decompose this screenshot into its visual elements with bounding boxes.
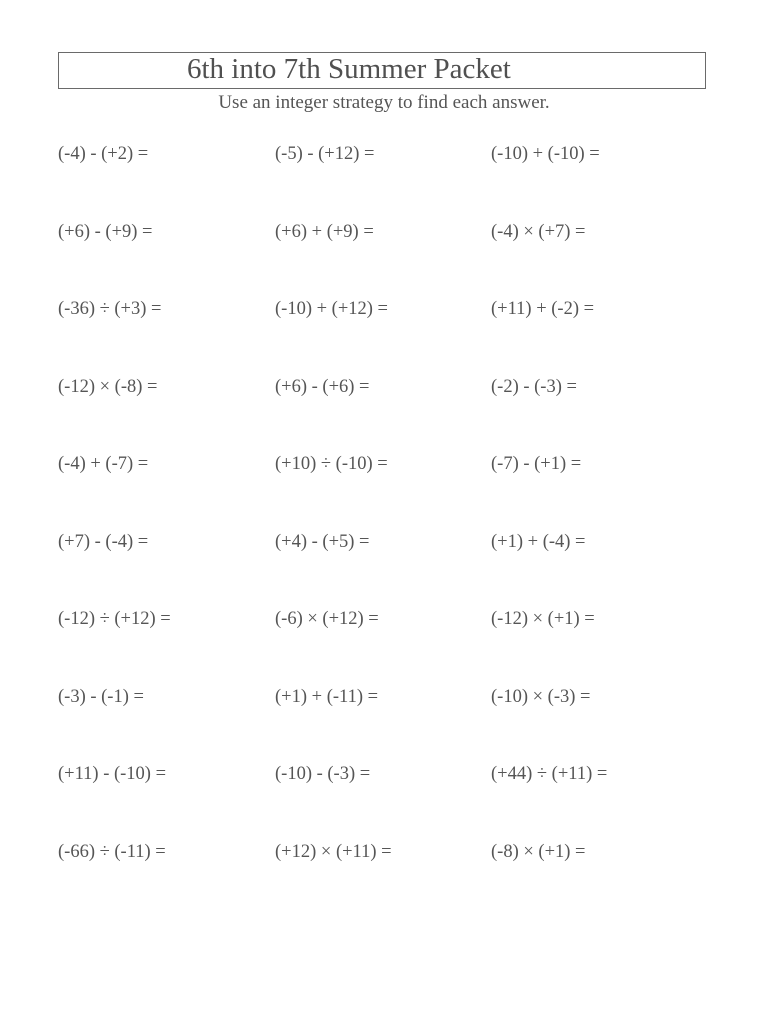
problem-4-2: (+6) - (+6) = [275,376,370,397]
problem-2-1: (+6) - (+9) = [58,221,153,242]
problem-grid [58,143,718,918]
problem-2-2: (+6) + (+9) = [275,221,374,242]
problem-4-3: (-2) - (-3) = [491,376,577,397]
problem-1-1: (-4) - (+2) = [58,144,149,164]
problem-10-1: (-66) ÷ (-11) = [58,841,166,862]
problem-3-2: (-10) + (+12) = [275,299,388,319]
problem-9-3: (+44) ÷ (+11) = [491,764,608,784]
problem-9-2: (-10) - (-3) = [275,764,371,784]
problem-7-2: (-6) × (+12) = [275,609,379,629]
title-box [58,52,706,89]
problem-7-1: (-12) ÷ (+12) = [58,609,171,629]
problem-5-3: (-7) - (+1) = [491,454,582,474]
problem-8-1: (-3) - (-1) = [58,686,144,707]
problem-1-2: (-5) - (+12) = [275,144,375,164]
problem-1-3: (-10) + (-10) = [491,144,600,164]
problem-6-3: (+1) + (-4) = [491,531,586,552]
problem-5-1: (-4) + (-7) = [58,454,149,474]
problem-6-2: (+4) - (+5) = [275,531,370,552]
problem-8-2: (+1) + (-11) = [275,686,379,707]
problem-2-3: (-4) × (+7) = [491,221,586,242]
problem-5-2: (+10) ÷ (-10) = [275,454,388,474]
problem-6-1: (+7) - (-4) = [58,531,149,552]
page-title: 6th into 7th Summer Packet [187,53,511,85]
problem-7-3: (-12) × (+1) = [491,609,595,629]
problem-10-3: (-8) × (+1) = [491,841,586,862]
problem-3-1: (-36) ÷ (+3) = [58,299,162,319]
problem-10-2: (+12) × (+11) = [275,841,392,862]
problem-4-1: (-12) × (-8) = [58,376,158,397]
problem-9-1: (+11) - (-10) = [58,764,167,784]
instructions: Use an integer strategy to find each answer. [218,92,550,113]
problem-3-3: (+11) + (-2) = [491,299,595,319]
problem-8-3: (-10) × (-3) = [491,686,591,707]
